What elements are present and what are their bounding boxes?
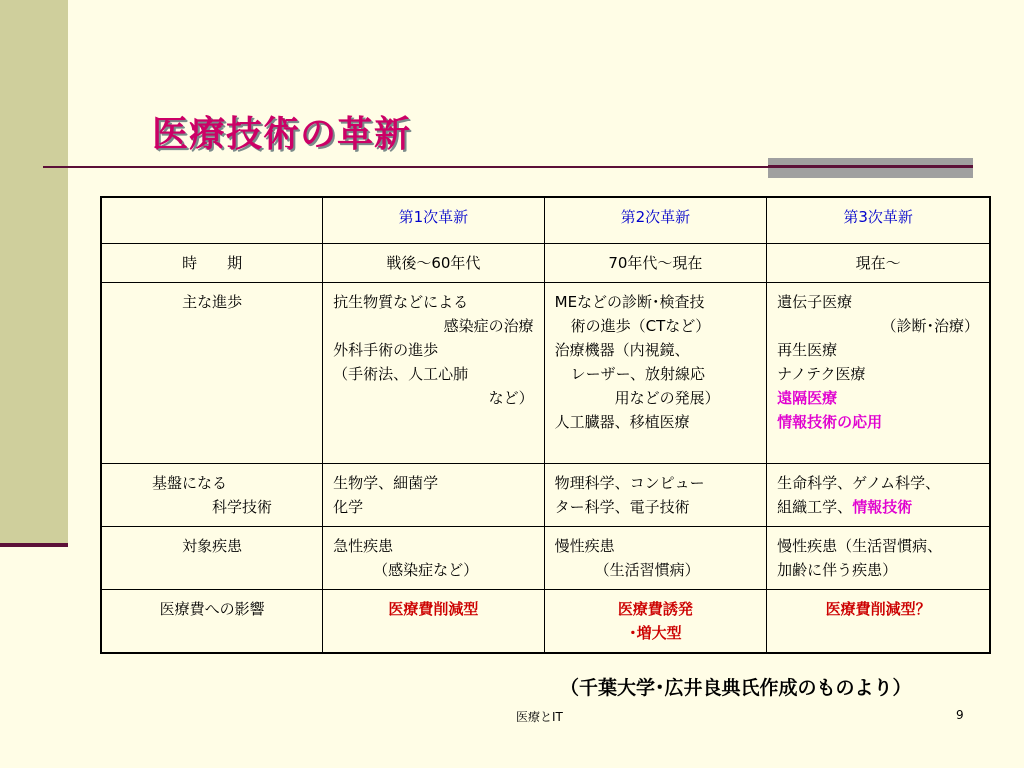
cell-line: 慢性疾患 [554, 536, 615, 555]
cell-line: ナノテク医療 [777, 364, 866, 383]
cell-line: 物理科学、コンピュー [554, 473, 705, 492]
cell-cost-2 [544, 589, 767, 653]
cell-line: （診断･治療） [881, 316, 979, 335]
table-header-empty [101, 197, 323, 243]
cell-line: ター科学、電子技術 [554, 497, 690, 516]
cell-line: 用などの発展） [614, 388, 720, 407]
table-row-disease [101, 526, 990, 589]
cell-progress-1 [323, 282, 544, 463]
cell-line: （感染症など） [373, 560, 479, 579]
cell-foundation-1 [323, 463, 544, 526]
cell-period-1: 戦後～60年代 [323, 243, 544, 282]
cell-text: 組織工学、 [777, 497, 853, 516]
cell-line: レーザー、放射線応 [570, 364, 706, 383]
cell-disease-2 [544, 526, 767, 589]
cell-line: 治療機器（内視鏡、 [554, 340, 690, 359]
cell-disease-1 [323, 526, 544, 589]
cell-line: 生命科学、ゲノム科学、 [777, 473, 941, 492]
cell-line: 医療費誘発 [617, 599, 693, 618]
table-header-second: 第2次革新 [544, 197, 767, 243]
title-accent-line [768, 165, 973, 168]
table-header-row [101, 197, 990, 243]
cell-line: ･増大型 [629, 623, 682, 642]
slide-footer: 医療とIT [516, 710, 563, 724]
cell-line: 加齢に伴う疾患） [777, 560, 898, 579]
slide-title: 医療技術の革新 [152, 114, 412, 155]
cell-line: 遺伝子医療 [777, 292, 853, 311]
cell-line: 再生医療 [777, 340, 838, 359]
cell-line: （手術法、人工心肺 [333, 364, 469, 383]
row-label-foundation [101, 463, 323, 526]
cell-line: 化学 [333, 497, 364, 516]
highlight-info-tech: 情報技術 [852, 497, 913, 516]
table-row-cost [101, 589, 990, 653]
cell-period-3: 現在～ [767, 243, 990, 282]
cell-line: 抗生物質などによる [333, 292, 469, 311]
cell-line: 科学技術 [212, 497, 273, 516]
cell-period-2: 70年代～現在 [544, 243, 767, 282]
cell-line: など） [488, 388, 534, 407]
cell-line: 術の進歩（CTなど） [570, 316, 711, 335]
cell-line: （生活習慣病） [594, 560, 700, 579]
cell-disease-3 [767, 526, 990, 589]
highlight-it-application: 情報技術の応用 [777, 412, 883, 431]
table-row-foundation [101, 463, 990, 526]
cell-line: 急性疾患 [333, 536, 394, 555]
table-row-period [101, 243, 990, 282]
cell-foundation-3 [767, 463, 990, 526]
cell-line: 基盤になる [152, 473, 228, 492]
page-number: 9 [956, 708, 964, 722]
cell-line: 外科手術の進歩 [333, 340, 439, 359]
cell-line: 人工臓器、移植医療 [554, 412, 690, 431]
innovation-table [100, 196, 991, 654]
row-label-cost: 医療費への影響 [101, 589, 323, 653]
table-row-progress [101, 282, 990, 463]
cell-line: 感染症の治療 [443, 316, 534, 335]
row-label-progress: 主な進歩 [101, 282, 323, 463]
left-decorative-bar [0, 0, 68, 545]
row-label-period: 時 期 [101, 243, 323, 282]
cell-foundation-2 [544, 463, 767, 526]
cell-line [777, 495, 979, 519]
left-bar-accent-line [0, 543, 68, 547]
cell-cost-1: 医療費削減型 [323, 589, 544, 653]
cell-cost-3: 医療費削減型？ [767, 589, 990, 653]
highlight-remote-medicine: 遠隔医療 [777, 388, 838, 407]
cell-line: 生物学、細菌学 [333, 473, 439, 492]
cell-progress-2 [544, 282, 767, 463]
cell-line: 慢性疾患（生活習慣病、 [777, 536, 943, 555]
row-label-disease: 対象疾患 [101, 526, 323, 589]
table-header-third: 第3次革新 [767, 197, 990, 243]
cell-line: MEなどの診断･検査技 [554, 292, 705, 311]
source-citation: （千葉大学･広井良典氏作成のものより） [560, 677, 912, 699]
title-accent-block [768, 158, 973, 178]
cell-progress-3 [767, 282, 990, 463]
table-header-first: 第1次革新 [323, 197, 544, 243]
